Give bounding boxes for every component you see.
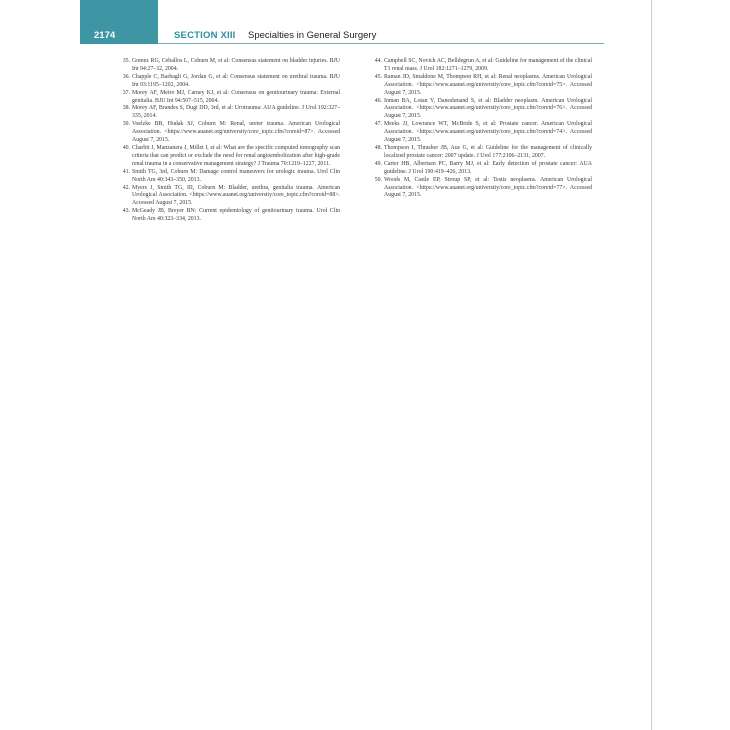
reference-text: Carter HB, Albertsen PC, Barry MJ, et al: Early detection of prostate cancer: AUA guideline. J Urol 190:419–426, 2013. bbox=[384, 160, 592, 175]
section-label: SECTION XIII bbox=[174, 30, 236, 41]
section-title: Specialties in General Surgery bbox=[248, 30, 377, 41]
reference-number: 50. bbox=[374, 176, 382, 183]
reference-number: 48. bbox=[374, 144, 382, 151]
reference-number: 45. bbox=[374, 73, 382, 80]
reference-number: 39. bbox=[122, 121, 130, 128]
reference-number: 49. bbox=[374, 160, 382, 167]
reference-number: 38. bbox=[122, 105, 130, 112]
page-edge bbox=[651, 0, 652, 730]
reference-item bbox=[370, 98, 592, 122]
reference-item bbox=[118, 90, 340, 106]
reference-item bbox=[118, 74, 340, 90]
reference-text: Voelzke BB, Hudak SJ, Coburn M: Renal, ureter trauma. American Urological Association. <https://www.auanet.org/university/core_topic.cfm?coreid=87>. Accessed August 7, 2015. bbox=[132, 121, 340, 144]
reference-text: Inman BA, Lotan Y, Daneshmand S, et al: Bladder neoplasm. American Urological Association. <https://www.auanet.org/university/core_topic.cfm?coreid=76>. Accessed August 7, 2015. bbox=[384, 97, 592, 120]
reference-text: Chapple C, Barbagli G, Jordan G, et al: Consensus statement on urethral trauma. BJU Int 93:1195–1202, 2004. bbox=[132, 73, 340, 88]
reference-number: 47. bbox=[374, 121, 382, 128]
reference-item bbox=[118, 105, 340, 121]
reference-text: Gomez RG, Ceballos L, Coburn M, et al: Consensus statement on bladder injuries. BJU Int 94:27–32, 2004. bbox=[132, 58, 340, 72]
references-right-column bbox=[370, 58, 592, 200]
reference-text: Myers J, Smith TG, III, Coburn M: Bladder, urethra, genitalia trauma. American Urological Association. <https://www.auanet.org/university/core_topic.cfm?coreid=88>. Accessed August 7, 2015. bbox=[132, 184, 340, 207]
reference-item bbox=[118, 121, 340, 145]
reference-number: 44. bbox=[374, 58, 382, 64]
reference-number: 41. bbox=[122, 168, 130, 175]
page-number-tab bbox=[80, 0, 158, 44]
reference-number: 46. bbox=[374, 97, 382, 104]
reference-item bbox=[118, 208, 340, 224]
page-number: 2174 bbox=[94, 30, 116, 41]
reference-item bbox=[370, 177, 592, 201]
reference-item bbox=[370, 121, 592, 145]
reference-item bbox=[370, 58, 592, 74]
reference-text: Smith TG, 3rd, Coburn M: Damage control maneuvers for urologic trauma. Urol Clin North Am 40:343–350, 2013. bbox=[132, 168, 340, 183]
reference-number: 35. bbox=[122, 58, 130, 64]
reference-number: 42. bbox=[122, 184, 130, 191]
reference-number: 36. bbox=[122, 73, 130, 80]
reference-item bbox=[370, 145, 592, 161]
reference-item bbox=[370, 74, 592, 98]
reference-item bbox=[118, 185, 340, 209]
reference-text: Meeks JJ, Lowrance WT, McBride S, et al: Prostate cancer. American Urological Association. <https://www.auanet.org/university/core_topic.cfm?coreid=74>. Accessed August 7, 2015. bbox=[384, 121, 592, 144]
reference-text: Morey AF, Metro MJ, Carney KJ, et al: Consensus on genitourinary trauma: External genitalia. BJU Int 94:507–515, 2004. bbox=[132, 89, 340, 104]
reference-text: Woods M, Castle EP, Stroup SP, et al: Testis neoplasms. American Urological Association. <https://www.auanet.org/university/core_topic.cfm?coreid=77>. Accessed August 7, 2015. bbox=[384, 176, 592, 199]
reference-item bbox=[118, 169, 340, 185]
reference-number: 37. bbox=[122, 89, 130, 96]
reference-item bbox=[118, 145, 340, 169]
reference-item bbox=[370, 161, 592, 177]
reference-text: Campbell SC, Novick AC, Belldegrun A, et al: Guideline for management of the clinical T1 renal mass. J Urol 182:1271–1279, 2009. bbox=[384, 58, 592, 72]
reference-text: Thompson I, Thrasher JB, Aus G, et al: Guideline for the management of clinically localized prostate cancer: 2007 update. J Urol 177:2106–2131, 2007. bbox=[384, 144, 592, 159]
reference-text: McGeady JB, Breyer BN: Current epidemiology of genitourinary trauma. Urol Clin North Am 40:323–334, 2013. bbox=[132, 208, 340, 223]
references-left-column bbox=[118, 58, 340, 224]
reference-item bbox=[118, 58, 340, 74]
reference-text: Charbit J, Manzanera J, Millet I, et al: What are the specific computed tomography scan criteria that can predict or exclude the need for renal angioembolization after high-grade renal trauma in a conservative management strategy? J Trauma 70:1219–1227, 2011. bbox=[132, 144, 340, 167]
reference-number: 40. bbox=[122, 144, 130, 151]
header-rule bbox=[158, 43, 604, 44]
reference-number: 43. bbox=[122, 208, 130, 215]
reference-text: Raman JD, Smaldone M, Thompson RH, et al: Renal neoplasms. American Urological Association. <https://www.auanet.org/university/core_topic.cfm?coreid=75>. Accessed August 7, 2015. bbox=[384, 73, 592, 96]
reference-text: Morey AF, Brandes S, Dugi DD, 3rd, et al: Urotrauma: AUA guideline. J Urol 192:327–335, 2014. bbox=[132, 105, 340, 120]
